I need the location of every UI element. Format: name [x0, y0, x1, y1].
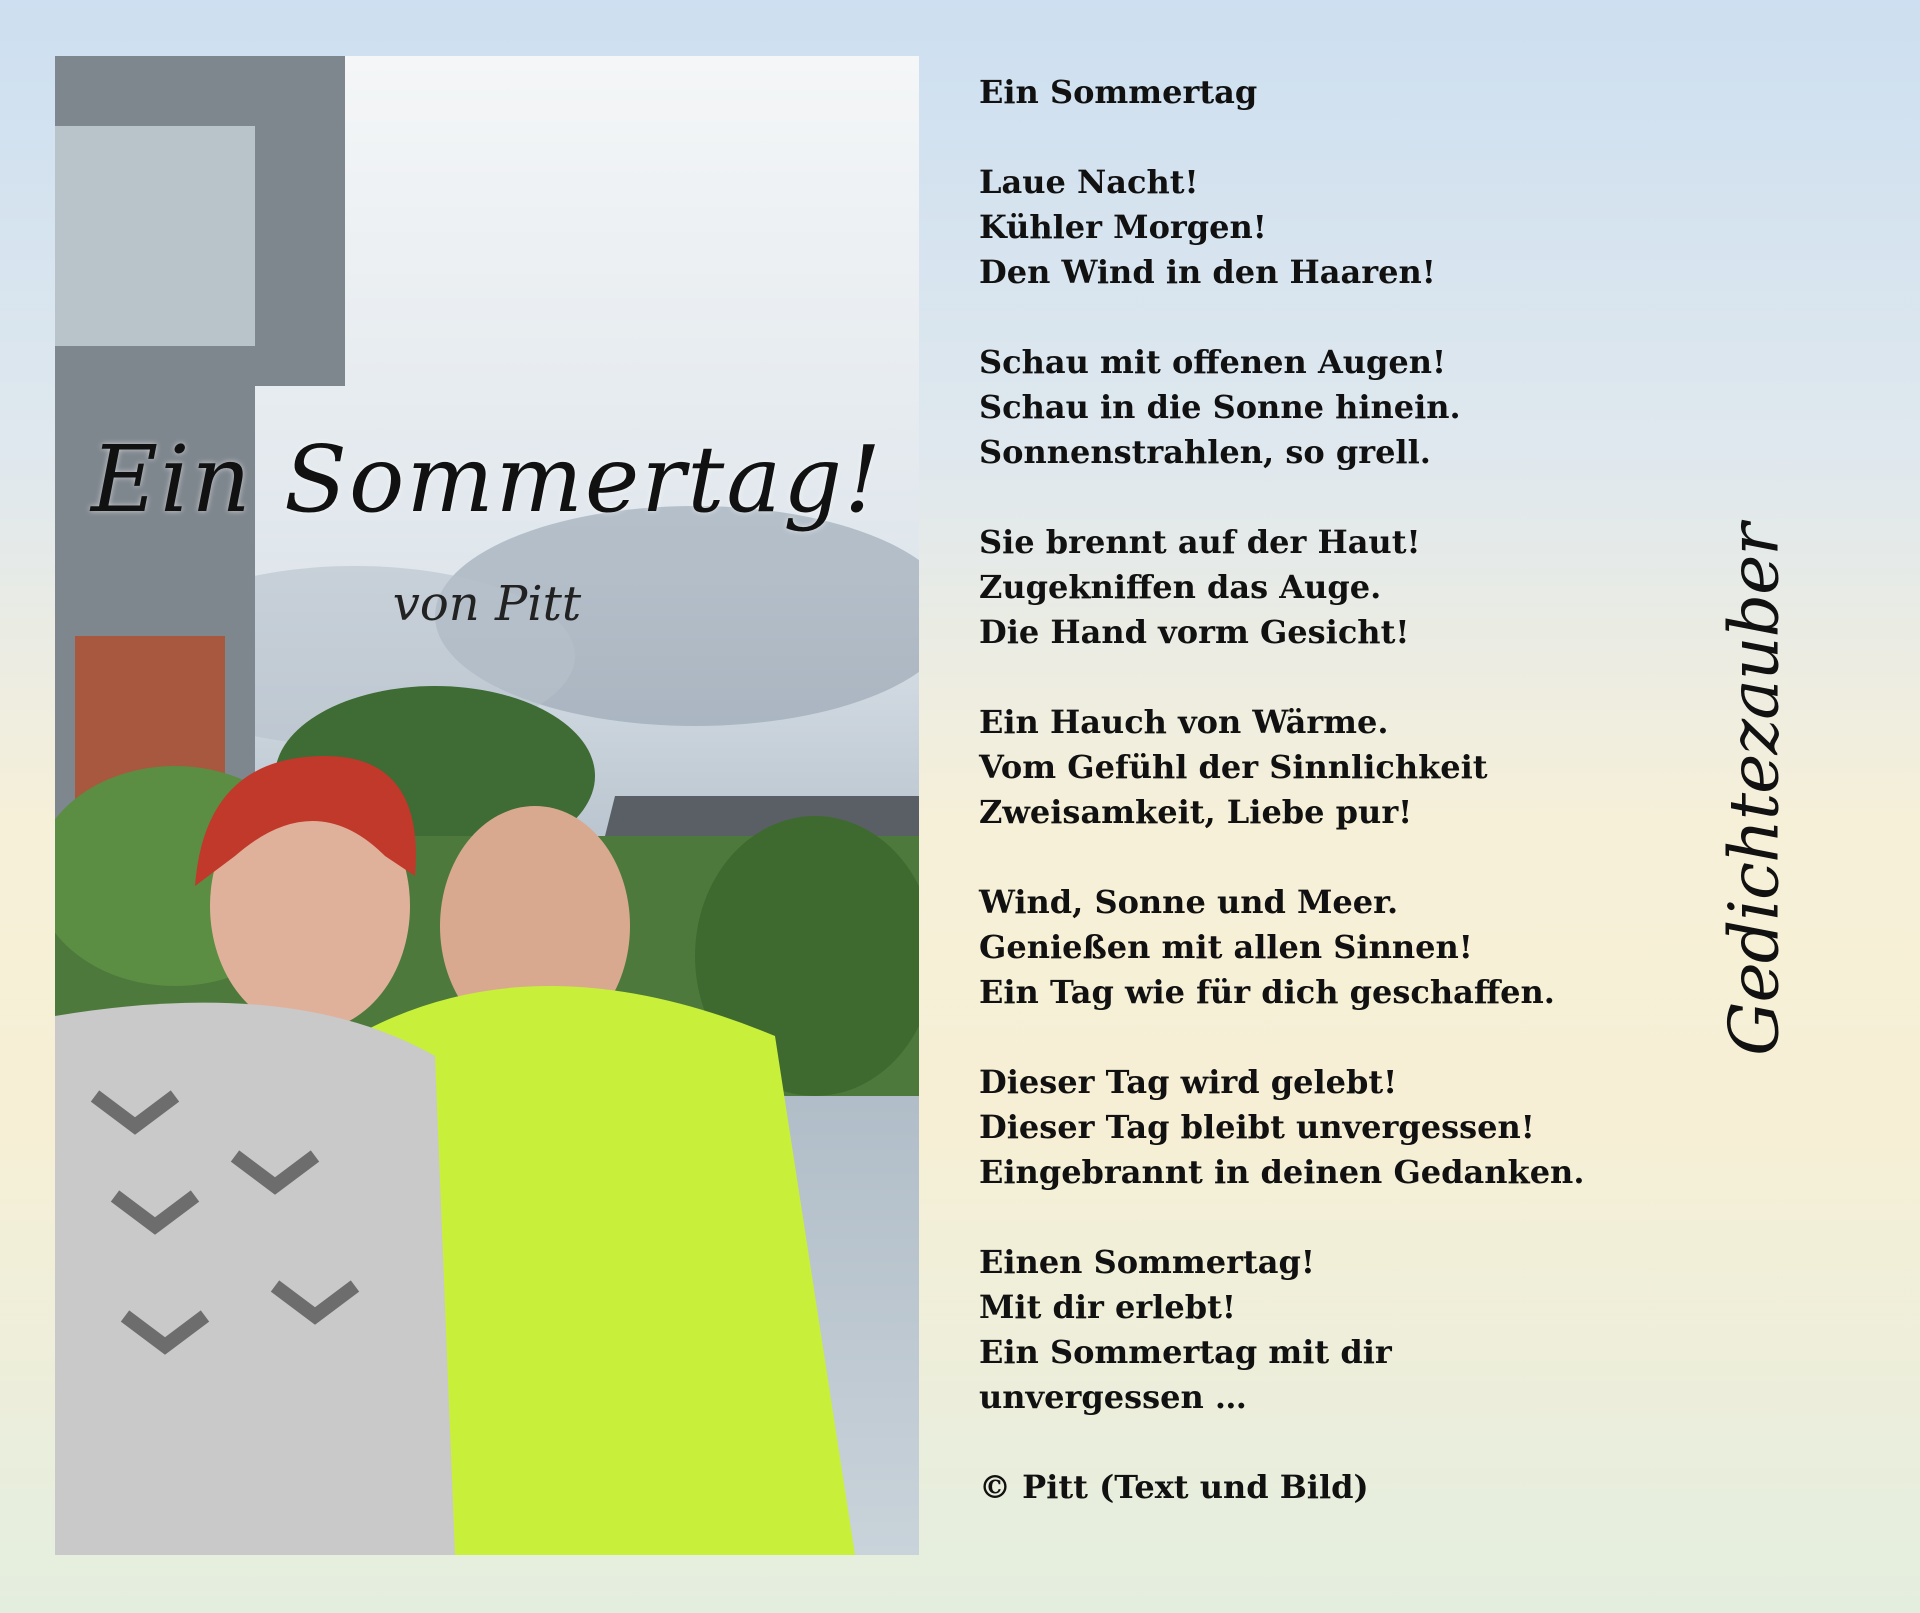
stanza	[979, 1060, 1619, 1195]
poem-line: Ein Sommertag mit dir	[979, 1333, 1392, 1371]
signature-text: Gedichtezauber	[1715, 524, 1795, 1056]
stanza	[979, 160, 1619, 295]
poem-line: Ein Hauch von Wärme.	[979, 703, 1389, 741]
photo-illustration	[55, 56, 919, 1555]
poem-line: Sie brennt auf der Haut!	[979, 523, 1421, 561]
photo-title-overlay: Ein Sommertag!	[90, 426, 884, 533]
balcony-glass	[55, 126, 255, 346]
poem-line: Mit dir erlebt!	[979, 1288, 1236, 1326]
poem-line: Wind, Sonne und Meer.	[979, 883, 1399, 921]
poem-line: Vom Gefühl der Sinnlichkeit	[979, 748, 1488, 786]
poem-line: Genießen mit allen Sinnen!	[979, 928, 1473, 966]
poem-line: Ein Tag wie für dich geschaffen.	[979, 973, 1555, 1011]
poem-line: Laue Nacht!	[979, 163, 1199, 201]
poem-line: Die Hand vorm Gesicht!	[979, 613, 1410, 651]
poem-line: Sonnenstrahlen, so grell.	[979, 433, 1431, 471]
poem-line: Den Wind in den Haaren!	[979, 253, 1436, 291]
stanza	[979, 700, 1619, 835]
poem-line: Dieser Tag wird gelebt!	[979, 1063, 1398, 1101]
poem-line: Dieser Tag bleibt unvergessen!	[979, 1108, 1535, 1146]
poem-line: Zweisamkeit, Liebe pur!	[979, 793, 1413, 831]
poem-line: Zugekniffen das Auge.	[979, 568, 1382, 606]
poem-title: Ein Sommertag	[979, 73, 1258, 111]
poem-line: Einen Sommertag!	[979, 1243, 1315, 1281]
poem-line: Kühler Morgen!	[979, 208, 1267, 246]
stanza	[979, 520, 1619, 655]
stanza	[979, 1240, 1619, 1420]
poem-line: unvergessen …	[979, 1378, 1247, 1416]
woman-blouse	[55, 1003, 455, 1555]
photo-author-overlay: von Pitt	[392, 576, 582, 632]
stanza	[979, 880, 1619, 1015]
poem-line: Schau in die Sonne hinein.	[979, 388, 1461, 426]
stanza	[979, 340, 1619, 475]
poem	[979, 70, 1619, 1510]
poem-line: Eingebrannt in deinen Gedanken.	[979, 1153, 1585, 1191]
signature-watermark	[1700, 524, 1810, 1056]
couple-photo	[55, 56, 919, 1555]
copyright: © Pitt (Text und Bild)	[979, 1468, 1369, 1506]
poem-line: Schau mit offenen Augen!	[979, 343, 1447, 381]
